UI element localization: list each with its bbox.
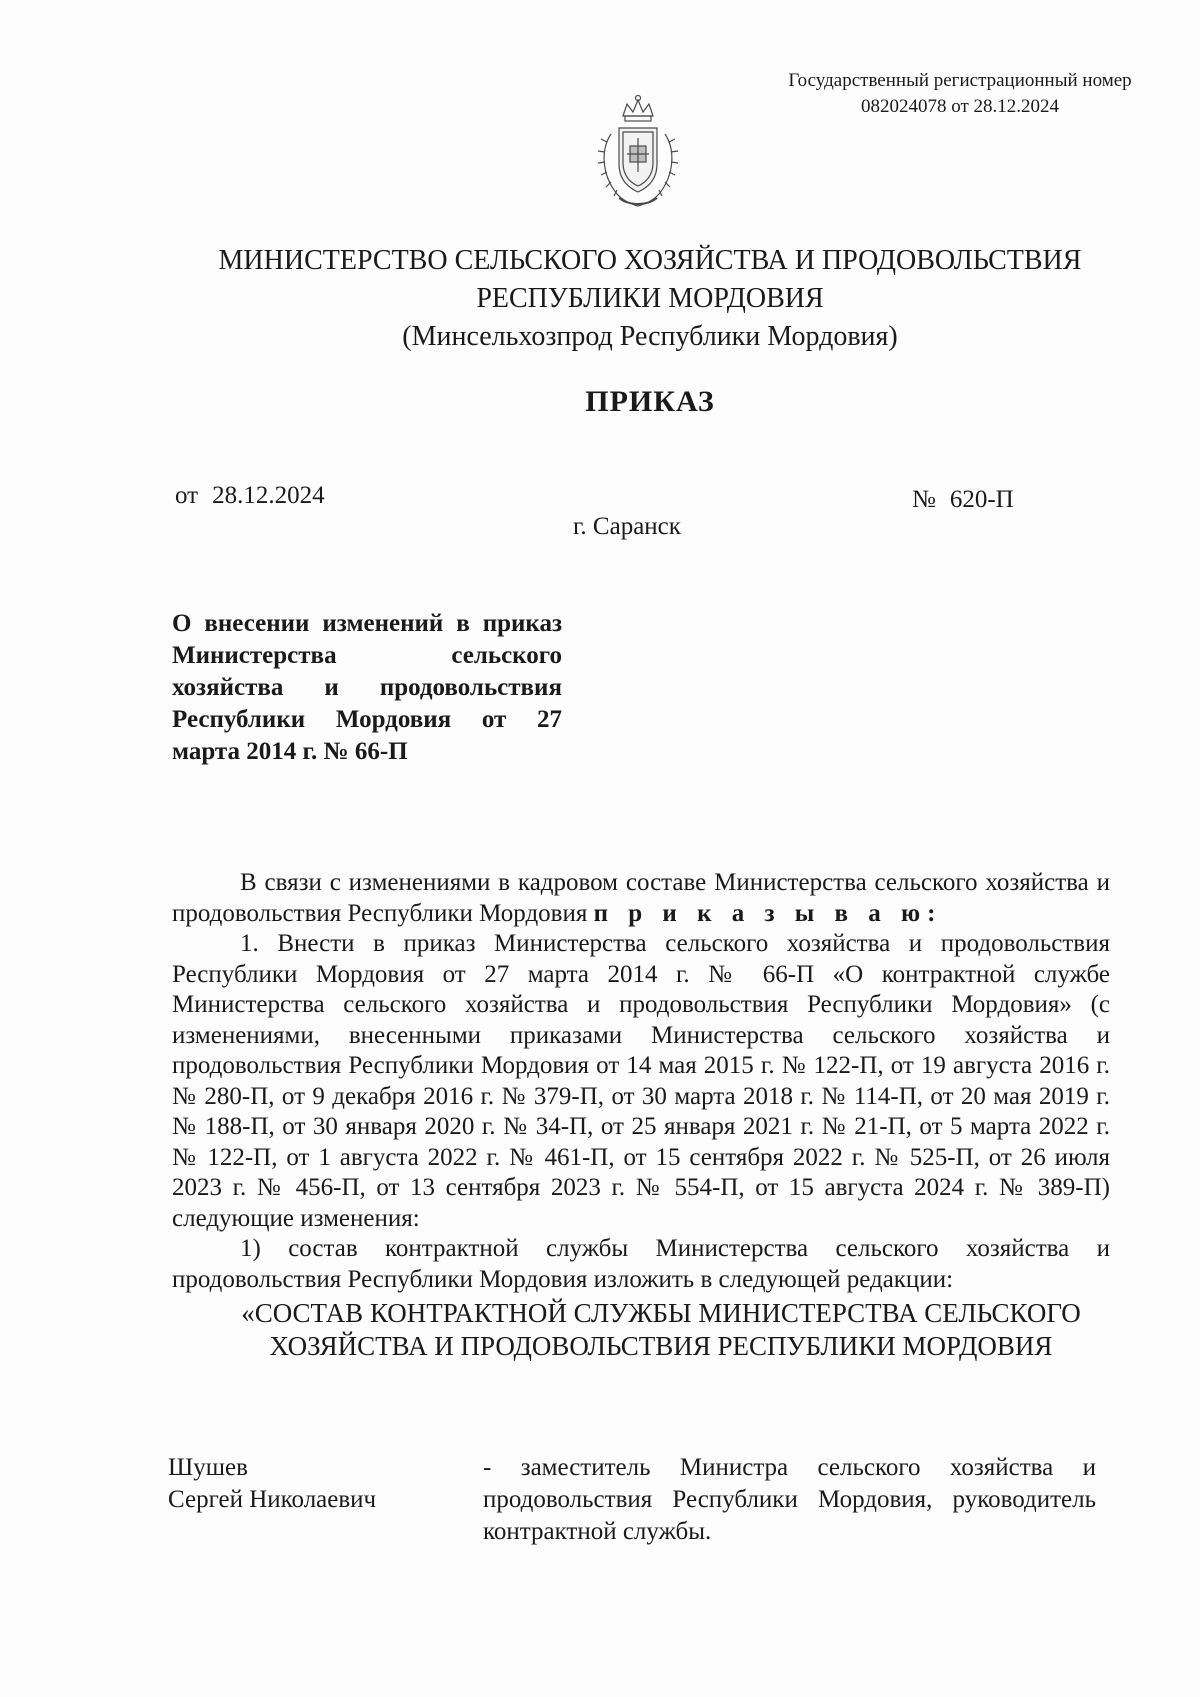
order-number [912,486,1014,514]
order-city: г. Саранск [573,513,681,540]
intro-text: В связи с изменениями в кадровом составе Министерства сельского хозяйства и продовольствия Республики Мордовия [172,869,1110,927]
order-date-value: 28.12.2024 [212,482,325,509]
point-1-paragraph: 1. Внести в приказ Министерства сельского хозяйства и продовольствия Республики Мордовия от 27 марта 2014 г. № 66-П «О контрактной службе Министерства сельского хозяйства и продовольствия Республики Мордовия» (с изменениями, внесенными приказами Министерства сельского хозяйства и продовольствия Республики Мордовия от 14 мая 2015 г. № 122-П, от 19 августа 2016 г. № 280-П, от 9 декабря 2016 г. № 379-П, от 30 марта 2018 г. № 114-П, от 20 мая 2019 г. № 188-П, от 30 января 2020 г. № 34-П, от 25 января 2021 г. № 21-П, от 5 марта 2022 г. № 122-П, от 1 августа 2022 г. № 461-П, от 15 сентября 2022 г. № 525-П, от 26 июля 2023 г. № 456-П, от 13 сентября 2023 г. № 554-П, от 15 августа 2024 г. № 389-П) следующие изменения: [172,930,1110,1232]
intro-paragraph [172,868,1110,929]
registration-value: 082024078 от 28.12.2024 [860,96,1060,117]
order-number-value: 620-П [949,486,1014,513]
order-word: п р и к а з ы в а ю: [593,899,943,927]
member-name [168,1452,468,1516]
document-type-title: ПРИКАЗ [585,385,715,418]
member-role: - заместитель Министра сельского хозяйства и продовольствия Республики Мордовия, руководитель контрактной службы. [483,1454,1096,1545]
composition-title: «СОСТАВ КОНТРАКТНОЙ СЛУЖБЫ МИНИСТЕРСТВА СЕЛЬСКОГО ХОЗЯЙСТВА И ПРОДОВОЛЬСТВИЯ РЕСПУБЛИКИ МОРДОВИЯ [241,1298,1081,1361]
ministry-name [100,242,1200,356]
order-date-prefix: от [175,482,199,509]
order-number-prefix: № [912,486,936,513]
registration-label: Государственный регистрационный номер [788,70,1132,91]
subpoint-1-paragraph: 1) состав контрактной службы Министерства сельского хозяйства и продовольствия Республики Мордовия изложить в следующей редакции: [172,1235,1110,1293]
coat-of-arms-emblem-icon [583,94,693,214]
member-surname: Шушев [168,1454,248,1481]
registration-number [760,68,1160,120]
ministry-short-name: (Минсельхозпрод Республики Мордовия) [402,321,898,352]
ministry-line-1: МИНИСТЕРСТВО СЕЛЬСКОГО ХОЗЯЙСТВА И ПРОДОВОЛЬСТВИЯ [218,245,1082,276]
order-date [175,482,325,510]
order-body [172,868,1110,1363]
order-subject: О внесении изменений в приказ Министерства сельского хозяйства и продовольствия Республики Мордовия от 27 марта 2014 г. № 66-П [172,610,562,765]
member-given-names: Сергей Николаевич [168,1486,377,1513]
ministry-line-2: РЕСПУБЛИКИ МОРДОВИЯ [476,283,824,314]
